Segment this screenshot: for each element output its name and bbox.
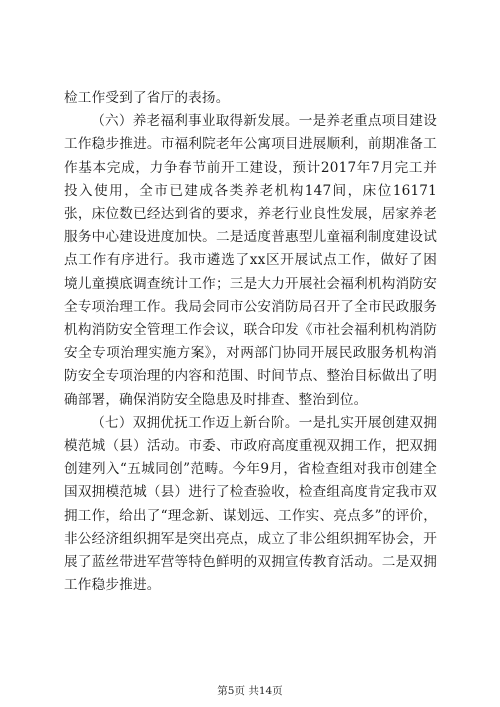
paragraph-section-seven: （七）双拥优抚工作迈上新台阶。一是扎实开展创建双拥模范城（县）活动。市委、市政府高度重视双拥工作，把双拥创建列入“五城同创”范畴。今年9月，省检查组对我市创建全国双拥模范城（县）进行了检查验收，检查组高度肯定我市双拥工作，给出了“理念新、谋划远、工作实、亮点多”的评价，非公经济组织拥军是突出亮点，成立了非公组织拥军协会，开展了蓝丝带进军营等特色鲜明的双拥宣传教育活动。二是双拥工作稳步推进。 <box>64 414 437 594</box>
body-text <box>64 87 437 597</box>
paragraph-continuation: 检工作受到了省厅的表扬。 <box>64 90 230 106</box>
page-number-footer: 第5页 共14页 <box>217 685 283 697</box>
paragraph-section-six: （六）养老福利事业取得新发展。一是养老重点项目建设工作稳步推进。市福利院老年公寓项目进展顺利，前期准备工作基本完成，力争春节前开工建设，预计2017年7月完工并投入使用，全市已建成各类养老机构147间，床位16171张，床位数已经达到省的要求，养老行业良性发展，居家养老服务中心建设进度加快。二是适度普惠型儿童福利制度建设试点工作有序进行。我市遴选了xx区开展试点工作，做好了困境儿童摸底调查统计工作；三是大力开展社会福利机构消防安全专项治理工作。我局会同市公安消防局召开了全市民政服务机构消防安全管理工作会议，联合印发《市社会福利机构消防安全专项治理实施方案》，对两部门协同开展民政服务机构消防安全专项治理的内容和范围、时间节点、整治目标做出了明确部署，确保消防安全隐患及时排查、整治到位。 <box>64 113 437 408</box>
